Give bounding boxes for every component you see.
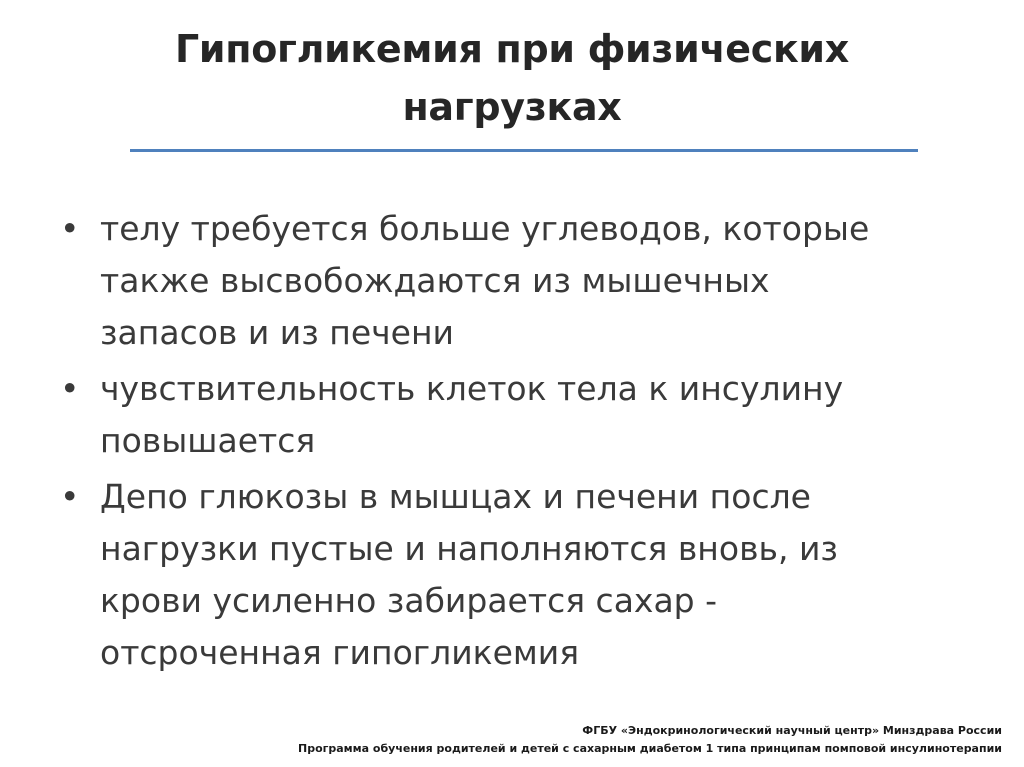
bullet-1-line-1: телу требуется больше углеводов, которые: [100, 209, 870, 248]
bullet-item-3: [58, 471, 958, 679]
bullet-3-line-3: крови усиленно забирается сахар -: [100, 581, 718, 620]
bullet-2-line-1: чувствительность клеток тела к инсулину: [100, 369, 844, 408]
bullet-list: [58, 203, 958, 683]
bullet-marker: •: [60, 369, 80, 408]
title-underline: [130, 149, 918, 152]
bullet-marker: •: [60, 209, 80, 248]
bullet-3-line-1: Депо глюкозы в мышцах и печени после: [100, 477, 811, 516]
footer-organization: ФГБУ «Эндокринологический научный центр» Минздрава России: [582, 724, 1002, 737]
footer-program: Программа обучения родителей и детей с сахарным диабетом 1 типа принципам помповой инсулинотерапии: [298, 742, 1002, 755]
title-line-2: нагрузках: [402, 85, 622, 129]
bullet-item-1: [58, 203, 958, 359]
bullet-1-line-3: запасов и из печени: [100, 313, 454, 352]
slide-footer: [298, 722, 1002, 758]
bullet-marker: •: [60, 477, 80, 516]
bullet-1-line-2: также высвобождаются из мышечных: [100, 261, 770, 300]
bullet-3-line-2: нагрузки пустые и наполняются вновь, из: [100, 529, 838, 568]
bullet-item-2: [58, 363, 958, 467]
bullet-3-line-4: отсроченная гипогликемия: [100, 633, 580, 672]
title-line-1: Гипогликемия при физических: [175, 27, 849, 71]
slide-title: [100, 20, 924, 136]
bullet-2-line-2: повышается: [100, 421, 316, 460]
